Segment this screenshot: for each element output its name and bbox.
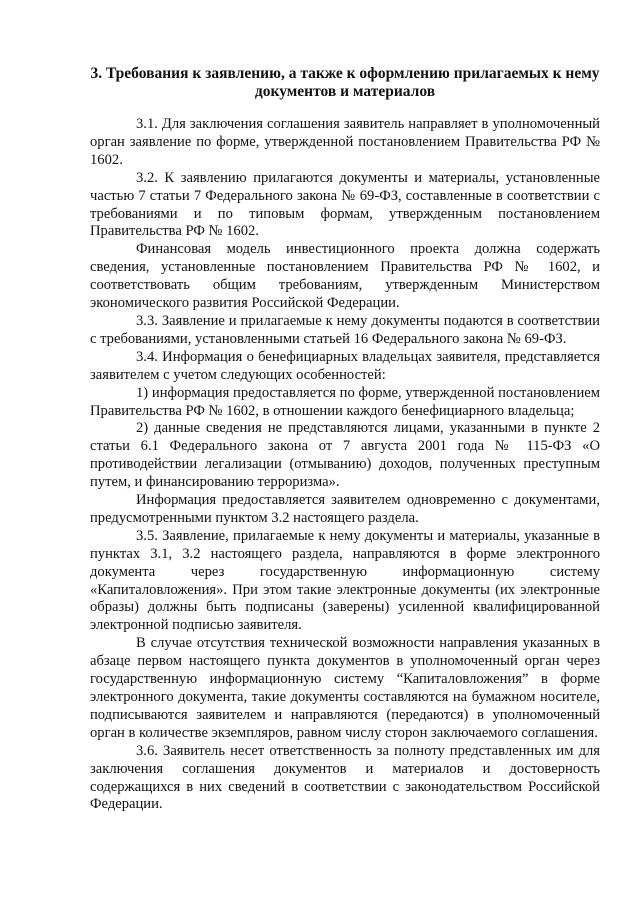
paragraph-3-1: 3.1. Для заключения соглашения заявитель направляет в уполномоченный орган заявление по форме, утвержденной постановлением Правительства РФ № 1602.	[90, 116, 600, 168]
paragraph-3-5: 3.5. Заявление, прилагаемые к нему документы и материалы, указанные в пунктах 3.1, 3.2 настоящего раздела, направляются в форме электронного документа через государственную информационную систему «Капиталовложения». При этом такие электронные документы (их электронные образы) должны быть подписаны (заверены) усиленной квалифицированной электронной подписью заявителя.	[90, 527, 600, 634]
section-heading: 3. Требования к заявлению, а также к оформлению прилагаемых к нему документов и материалов	[90, 65, 600, 100]
paragraph-3-4: 3.4. Информация о бенефициарных владельцах заявителя, представляется заявителем с учетом следующих особенностей:	[90, 348, 600, 383]
paragraph-no-technical-possibility: В случае отсутствия технической возможности направления указанных в абзаце первом настоящего пункта документов в уполномоченный орган через государственную информационную систему “Капиталовложения” в форме электронного документа, такие документы составляются на бумажном носителе, подписываются заявителем и направляются (передаются) в уполномоченный орган в количестве экземпляров, равном числу сторон заключаемого соглашения.	[90, 635, 600, 741]
paragraph-3-4-item-1: 1) информация предоставляется по форме, утвержденной постановлением Правительства РФ № 1602, в отношении каждого бенефициарного владельца;	[90, 384, 600, 419]
paragraph-3-2: 3.2. К заявлению прилагаются документы и материалы, установленные частью 7 статьи 7 Федерального закона № 69-ФЗ, составленные в соответствии с требованиями и по типовым формам, утвержденным постановлением Правительства РФ № 1602.	[90, 169, 600, 240]
paragraph-financial-model: Финансовая модель инвестиционного проекта должна содержать сведения, установленные постановлением Правительства РФ № 1602, и соответствовать общим требованиям, утвержденным Министерством экономического развития Российской Федерации.	[90, 241, 600, 312]
paragraph-3-3: 3.3. Заявление и прилагаемые к нему документы подаются в соответствии с требованиями, установленными статьей 16 Федерального закона № 69-ФЗ.	[90, 312, 600, 347]
paragraph-3-4-item-2: 2) данные сведения не представляются лицами, указанными в пункте 2 статьи 6.1 Федерального закона от 7 августа 2001 года № 115-ФЗ «О противодействии легализации (отмыванию) доходов, полученных преступным путем, и финансированию терроризма».	[90, 420, 600, 491]
paragraph-info-provision: Информация предоставляется заявителем одновременно с документами, предусмотренными пунктом 3.2 настоящего раздела.	[90, 492, 600, 526]
paragraph-3-6: 3.6. Заявитель несет ответственность за полноту представленных им для заключения соглашения документов и материалов и достоверность содержащихся в них сведений в соответствии с законодательством Российской Федерации.	[90, 742, 600, 813]
section-body	[90, 116, 600, 814]
